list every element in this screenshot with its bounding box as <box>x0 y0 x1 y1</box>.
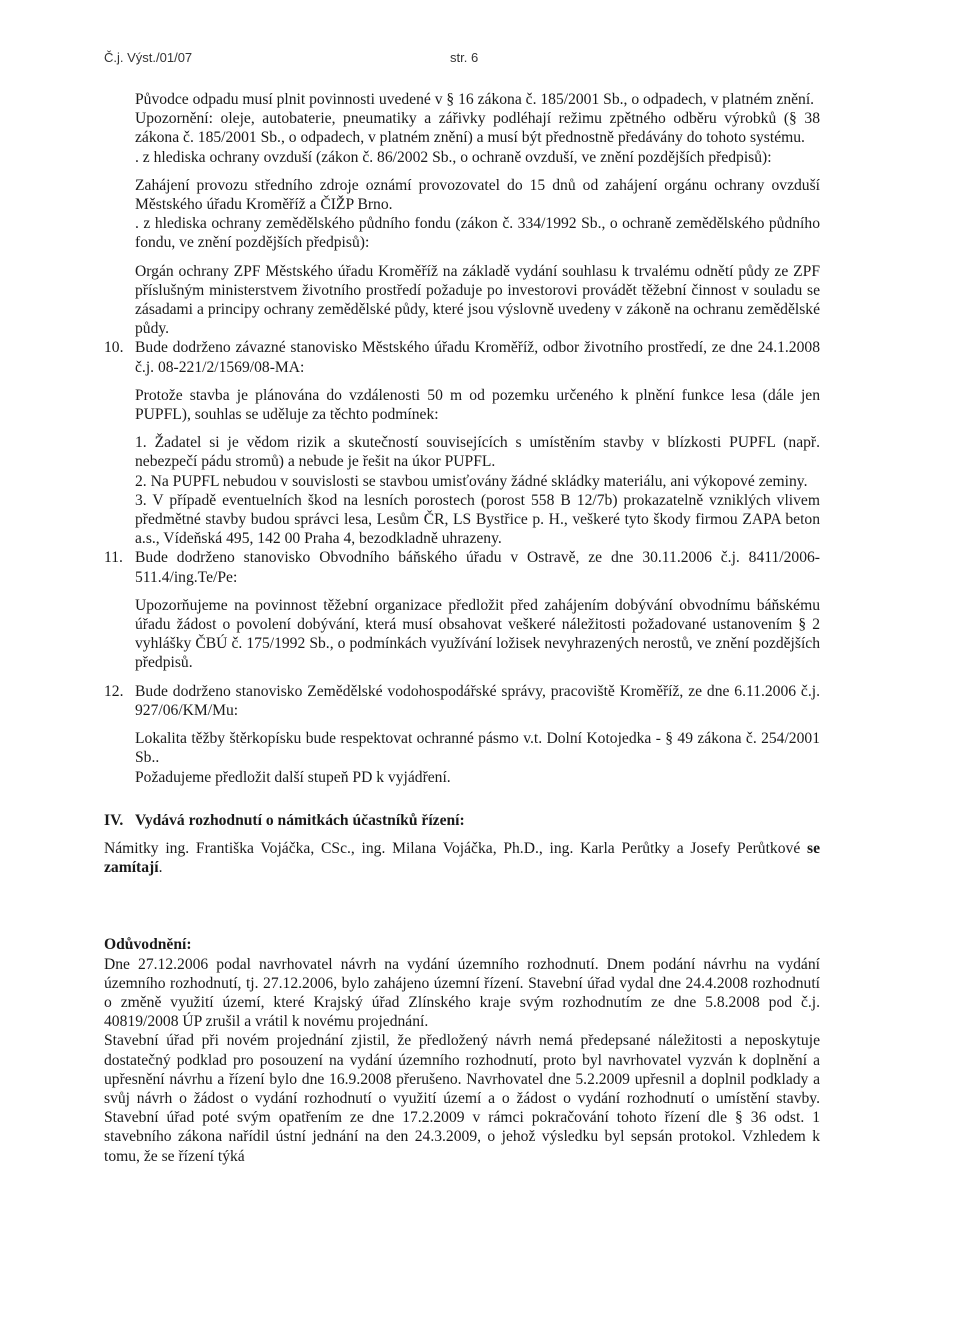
list-item-10 <box>104 338 820 376</box>
paragraph-item-11: Bude dodrženo stanovisko Obvodního báňského úřadu v Ostravě, ze dne 30.11.2006 č.j. 8411/2006-511.4/ing.Te/Pe: <box>135 549 820 586</box>
justification-heading: Odůvodnění: <box>104 936 192 954</box>
paragraph-condition-2: 2. Na PUPFL nebudou v souvislosti se stavbou umisťovány žádné skládky materiálu, ani výkopové zeminy. <box>135 472 808 490</box>
paragraph-item-10: Bude dodrženo závazné stanovisko Městského úřadu Kroměříž, odbor životního prostředí, ze dne 24.1.2008 č.j. 08-221/2/1569/08-MA: <box>135 339 820 376</box>
paragraph-mining-notice: Upozorňujeme na povinnost těžební organizace předložit před zahájením dobývání obvodnímu báňskému úřadu žádost o povolení dobývání, která musí obsahovat veškeré náležitosti požadované ustanovením § 2 vyhlášky ČBÚ č. 175/1992 Sb., o podmínkách využívání ložisek nevyhrazených nerostů, ve znění pozdějších předpisů. <box>135 596 820 672</box>
reference-number: Č.j. Výst./01/07 <box>104 50 193 65</box>
paragraph-condition-3: 3. V případě eventuelních škod na lesních porostech (porost 558 B 12/7b) prokazatelně vzniklých vlivem předmětné stavby budou správci lesa, Lesům ČR, LS Bystřice p. H., veškeré tyto škody firmou ZAPA beton a.s., Vídeňská 495, 142 00 Praha 4, bezodkladně uhrazeny. <box>135 491 820 548</box>
paragraph-next-stage: Požadujeme předložit další stupeň PD k vyjádření. <box>135 768 451 786</box>
section-iv-heading <box>104 811 820 830</box>
paragraph-objections: Námitky ing. Františka Vojáčka, CSc., ing. Milana Vojáčka, Ph.D., ing. Karla Perůtky a Josefy Perůtkové se zamítají. <box>104 839 820 877</box>
list-item-12 <box>104 682 820 720</box>
item-number: 12. <box>104 682 124 700</box>
paragraph-zpf: Orgán ochrany ZPF Městského úřadu Kroměříž na základě vydání souhlasu k trvalému odnětí půdy ze ZPF příslušným ministerstvem životního prostředí požaduje po investorovi provádět těžební činnost v souladu se zásadami a principy ochrany zemědělské půdy, které jsou výslovně uvedeny v zákoně na ochranu zemědělské půdy. <box>135 262 820 338</box>
objections-rejected: se zamítají <box>104 839 820 877</box>
section-title: Vydává rozhodnutí o námitkách účastníků řízení: <box>135 811 465 829</box>
paragraph-condition-1: 1. Žadatel si je vědom rizik a skutečností souvisejících s umístěním stavby v blízkosti PUPFL (např. nebezpečí pádu stromů) a nebude je řešit na úkor PUPFL. <box>135 434 820 471</box>
paragraph-justification-2: Stavební úřad při novém projednání zjistil, že předložený návrh nemá předepsané náležitosti a neposkytuje dostatečný podklad pro posouzení na vydání územního rozhodnutí, proto byl navrhovatel vyzván k doplnění a upřesnění návrhu a řízení bylo dne 16.9.2008 přerušeno. Navrhovatel dne 5.2.2009 upřesnil a doplnil podklady a svůj návrh o žádost o vydání rozhodnutí o využití území a o žádost o vydání rozhodnutí o umístění stavby. Stavební úřad poté svým opatřením ze dne 17.2.2009 v rámci pokračování tohoto řízení dle § 36 odst. 1 stavebního zákona nařídil ústní jednání na den 24.3.2009, o jehož výsledku byl sepsán protokol. Vzhledem k tomu, že se řízení týká <box>104 1032 820 1165</box>
paragraph-item-12: Bude dodrženo stanovisko Zemědělské vodohospodářské správy, pracoviště Kroměříž, ze dne 6.11.2006 č.j. 927/06/KM/Mu: <box>135 682 820 719</box>
paragraph-waste-producer: Původce odpadu musí plnit povinnosti uvedené v § 16 zákona č. 185/2001 Sb., o odpadech, v platném znění. <box>135 91 815 108</box>
document-body <box>104 90 820 1166</box>
paragraph-gravel-locality: Lokalita těžby štěrkopísku bude respektovat ochranné pásmo v.t. Dolní Kotojedka - § 49 zákona č. 254/2001 Sb.. <box>135 730 820 767</box>
paragraph-air-protection: Zahájení provozu středního zdroje oznámí provozovatel do 15 dnů od zahájení orgánu ochrany ovzduší Městského úřadu Kroměříž a ČIŽP Brno. <box>135 176 820 214</box>
list-item-11 <box>104 548 820 586</box>
item-number: 11. <box>104 549 123 567</box>
paragraph-forest-distance: Protože stavba je plánována do vzdálenosti 50 m od pozemku určeného k plnění funkce lesa (dále jen PUPFL), souhlas se uděluje za těchto podmínek: <box>135 386 820 424</box>
paragraph-warning: Upozornění: oleje, autobaterie, pneumatiky a zářivky podléhají režimu zpětného odběru výrobků (§ 38 zákona č. 185/2001 Sb., o odpadech, v platném znění) a musí být přednostně předávány do tohoto systému. <box>135 110 820 147</box>
paragraph-air-protection-heading: . z hlediska ochrany ovzduší (zákon č. 86/2002 Sb., o ochraně ovzduší, ve znění pozdějších předpisů): <box>135 148 772 166</box>
item-number: 10. <box>104 339 124 357</box>
paragraph-justification-1: Dne 27.12.2006 podal navrhovatel návrh na vydání územního rozhodnutí. Dnem podání návrhu na vydání územního rozhodnutí, tj. 27.12.2006, bylo zahájeno územní řízení. Stavební úřad vydal dne 24.4.2008 rozhodnutí o změně využití území, které Krajský úřad Zlínského kraje svým rozhodnutím ze dne 5.8.2008 pod č.j. 40819/2008 ÚP zrušil a vrátil k novému projednání. <box>104 955 820 1031</box>
paragraph-zpf-heading: . z hlediska ochrany zemědělského půdního fondu (zákon č. 334/1992 Sb., o ochraně zemědělského půdního fondu, ve znění pozdějších předpisů): <box>135 215 820 252</box>
page-number: str. 6 <box>450 50 479 65</box>
section-number: IV. <box>104 811 124 829</box>
